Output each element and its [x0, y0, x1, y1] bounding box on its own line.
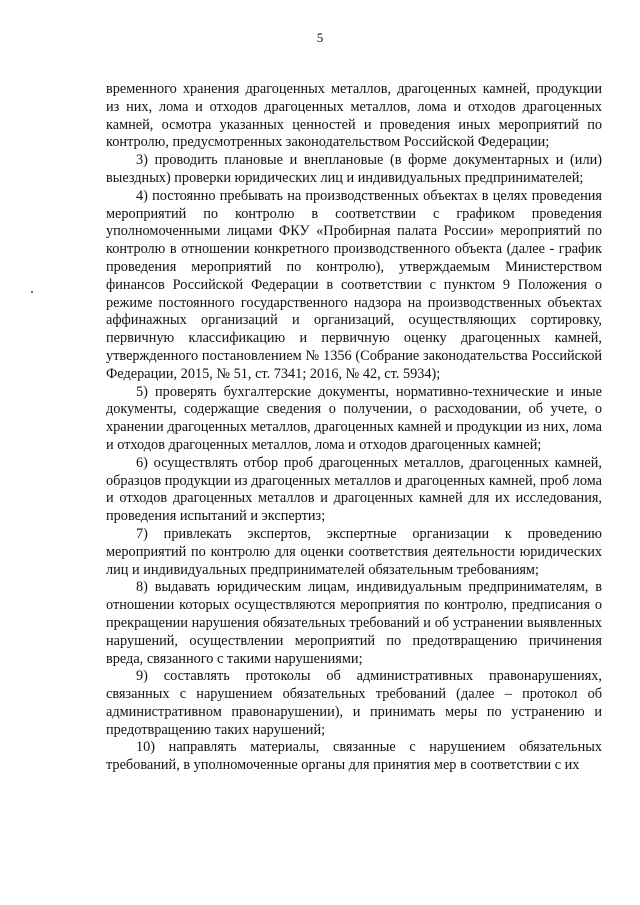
page-number: 5 — [316, 30, 324, 45]
paragraph-continuation: временного хранения драгоценных металлов, драгоценных камней, продукции из них, лома и отходов драгоценных металлов, лома и отходов драгоценных камней, осмотра указанных ценностей и проведения иных мероприятий по контролю, предусмотренных законодательством Российской Федерации; — [106, 81, 602, 151]
paragraph-item-6: 6) осуществлять отбор проб драгоценных металлов, драгоценных камней, образцов продукции из драгоценных металлов и драгоценных камней, проб лома и отходов драгоценных металлов и драгоценных камней для их исследования, проведения испытаний и экспертиз; — [106, 454, 602, 525]
document-body — [106, 81, 602, 775]
paragraph-item-3: 3) проводить плановые и внеплановые (в форме документарных и (или) выездных) проверки юридических лиц и индивидуальных предпринимателей; — [106, 152, 602, 186]
paragraph-item-10: 10) направлять материалы, связанные с нарушением обязательных требований, в уполномоченные органы для принятия мер в соответствии с их — [106, 739, 602, 774]
paragraph-item-4: 4) постоянно пребывать на производственных объектах в целях проведения мероприятий по контролю в соответствии с графиком проведения уполномоченными лицами ФКУ «Пробирная палата России» мероприятий по контролю в отношении конкретного производственного объекта (далее - график проведения мероприятий по контролю), утверждаемым Министерством финансов Российской Федерации в соответствии с пунктом 9 Положения о режиме постоянного государственного надзора на производственных объектах аффинажных организаций и организаций, осуществляющих сортировку, первичную классификацию и первичную оценку драгоценных камней, утвержденного постановлением № 1356 (Собрание законодательства Российской Федерации, 2015, № 51, ст. 7341; 2016, № 42, ст. 5934); — [106, 187, 602, 382]
paragraph-item-9: 9) составлять протоколы об административных правонарушениях, связанных с нарушением обязательных требований (далее – протокол об административном правонарушении), и принимать меры по устранению и предотвращению таких нарушений; — [106, 668, 602, 738]
paragraph-item-8: 8) выдавать юридическим лицам, индивидуальным предпринимателям, в отношении которых осуществляются мероприятия по контролю, предписания о прекращении нарушения обязательных требований и об устранении выявленных нарушений, осуществлении мероприятий по предотвращению причинения вреда, связанного с такими нарушениями; — [106, 579, 602, 667]
paragraph-item-5: 5) проверять бухгалтерские документы, нормативно-технические и иные документы, содержащие сведения о получении, о расходовании, об учете, о хранении драгоценных металлов, драгоценных камней и продукции из них, лома и отходов драгоценных металлов, лома и отходов драгоценных камней; — [106, 383, 602, 453]
paragraph-item-7: 7) привлекать экспертов, экспертные организации к проведению мероприятий по контролю для оценки соответствия деятельности юридических лиц и индивидуальных предпринимателей обязательным требованиям; — [106, 525, 602, 578]
scan-speck — [31, 291, 33, 293]
